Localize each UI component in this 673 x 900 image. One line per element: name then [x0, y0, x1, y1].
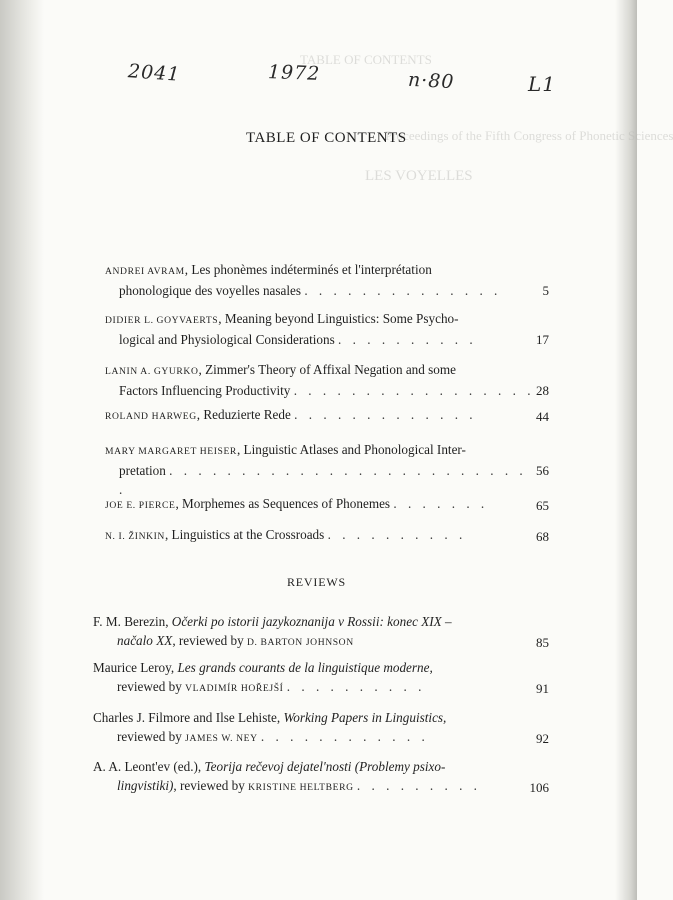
leader-dots: . . . . . . . . . . . . . . . . . [293, 383, 535, 398]
review-author: Maurice Leroy, [93, 660, 178, 675]
review-work: Očerki po istorii jazykoznanija v Rossii: konec XIX – [171, 614, 452, 629]
bleed-through-text: LES VOYELLES [365, 168, 473, 184]
handwritten-note: 1972 [267, 61, 321, 85]
entry-author: N. I. ŽINKIN [105, 531, 165, 542]
toc-entry[interactable]: ROLAND HARWEG, Reduzierte Rede . . . . . . . . . . . . . 44 [105, 407, 549, 424]
entry-title: Linguistic Atlases and Phonological Inter- [243, 442, 466, 457]
leader-dots: . . . . . . . . . . [338, 332, 477, 347]
reviewer-name: JAMES W. NEY [185, 733, 258, 744]
handwritten-note: 2041 [127, 60, 182, 86]
toc-entry[interactable]: ANDREI AVRAM, Les phonèmes indéterminés et l'interprétation phonologique des voyelles nasales . . . . . . . . . . . . . . 5 [105, 262, 549, 298]
entry-title: Les phonèmes indéterminés et l'interprétation [191, 262, 432, 277]
entry-title-cont: logical and Physiological Considerations [119, 332, 335, 347]
leader-dots: . . . . . . . . . . . . . . [304, 283, 502, 298]
entry-title: Meaning beyond Linguistics: Some Psycho- [224, 311, 459, 326]
review-work: Working Papers in Linguistics, [283, 710, 447, 725]
page-title: TABLE OF CONTENTS [246, 130, 407, 146]
handwritten-note: L1 [528, 72, 557, 96]
review-author: Charles J. Filmore and Ilse Lehiste, [93, 710, 284, 725]
page-number: 91 [536, 681, 549, 696]
page-number: 65 [536, 498, 549, 513]
entry-title: Morphemes as Sequences of Phonemes [182, 496, 391, 511]
reviews-heading: REVIEWS [287, 575, 346, 589]
bleed-through-text: Proceedings of the Fifth Congress of Phonetic Sciences [385, 128, 673, 143]
toc-entry[interactable]: JOE E. PIERCE, Morphemes as Sequences of Phonemes . . . . . . . 65 [105, 496, 549, 513]
book-gutter-shadow [0, 0, 44, 900]
page-number: 106 [529, 780, 549, 795]
leader-dots: . . . . . . . . . . . . . . . . . . . . . . . . . . [119, 463, 527, 497]
reviewer-name: D. BARTON JOHNSON [247, 637, 354, 648]
reviewer-name: KRISTINE HELTBERG [248, 782, 354, 793]
review-author: A. A. Leont'ev (ed.), [93, 759, 205, 774]
page-number: 44 [536, 409, 549, 424]
page-number: 92 [536, 731, 549, 746]
entry-author: MARY MARGARET HEISER [105, 446, 237, 457]
page-number: 17 [536, 332, 549, 347]
handwritten-note: n·80 [407, 68, 455, 94]
entry-title-cont: pretation [119, 463, 166, 478]
entry-author: DIDIER L. GOYVAERTS [105, 315, 219, 326]
review-entry[interactable]: F. M. Berezin, Očerki po istorii jazykoznanija v Rossii: konec XIX – načalo XX, reviewed by D. BARTON JOHNSON 85 [93, 614, 549, 650]
leader-dots: . . . . . . . . . . . . [260, 729, 429, 744]
leader-dots: . . . . . . . . . [356, 778, 481, 793]
review-work-cont: lingvistiki) [117, 778, 174, 793]
page-edge-shadow [615, 0, 637, 900]
toc-entry[interactable]: MARY MARGARET HEISER, Linguistic Atlases and Phonological Inter- pretation . . . . . . . . . . . . . . . . . . . . . . . . . . 56 [105, 442, 549, 497]
entry-author: ROLAND HARWEG [105, 411, 197, 422]
review-work: Teorija rečevoj dejatel'nosti (Problemy psixo- [204, 759, 446, 774]
review-author: F. M. Berezin, [93, 614, 172, 629]
review-work-cont: načalo XX [117, 633, 173, 648]
entry-title: Zimmer's Theory of Affixal Negation and some [205, 362, 457, 377]
bleed-through-text: TABLE OF CONTENTS [300, 52, 432, 67]
toc-entry[interactable]: N. I. ŽINKIN, Linguistics at the Crossroads . . . . . . . . . . 68 [105, 527, 549, 544]
page-number: 85 [536, 635, 549, 650]
review-work: Les grands courants de la linguistique moderne, [177, 660, 433, 675]
entry-author: JOE E. PIERCE [105, 500, 176, 511]
review-entry[interactable]: Charles J. Filmore and Ilse Lehiste, Working Papers in Linguistics, reviewed by JAMES W. NEY . . . . . . . . . . . . 92 [93, 710, 549, 746]
entry-author: ANDREI AVRAM [105, 266, 185, 277]
review-entry[interactable]: A. A. Leont'ev (ed.), Teorija rečevoj dejatel'nosti (Problemy psixo- lingvistiki), reviewed by KRISTINE HELTBERG . . . . . . . . . 106 [93, 759, 549, 795]
entry-title: Reduzierte Rede [203, 407, 291, 422]
review-entry[interactable]: Maurice Leroy, Les grands courants de la linguistique moderne, reviewed by VLADIMÍR HOŘEJŠÍ . . . . . . . . . . 91 [93, 660, 549, 696]
page-number: 56 [536, 463, 549, 478]
toc-entry[interactable]: DIDIER L. GOYVAERTS, Meaning beyond Linguistics: Some Psycho- logical and Physiological Considerations . . . . . . . . . . 17 [105, 311, 549, 347]
reviewer-name: VLADIMÍR HOŘEJŠÍ [185, 683, 284, 694]
leader-dots: . . . . . . . [393, 496, 489, 511]
entry-title: Linguistics at the Crossroads [171, 527, 325, 542]
toc-entry[interactable]: LANIN A. GYURKO, Zimmer's Theory of Affixal Negation and some Factors Influencing Productivity . . . . . . . . . . . . . . . . . 28 [105, 362, 549, 398]
leader-dots: . . . . . . . . . . [286, 679, 426, 694]
entry-title-cont: phonologique des voyelles nasales [119, 283, 302, 298]
entry-title-cont: Factors Influencing Productivity [119, 383, 291, 398]
page-number: 68 [536, 529, 549, 544]
leader-dots: . . . . . . . . . . . . . [294, 407, 477, 422]
leader-dots: . . . . . . . . . . [327, 527, 467, 542]
page-number: 5 [542, 283, 549, 298]
entry-author: LANIN A. GYURKO [105, 366, 199, 377]
page-number: 28 [536, 383, 549, 398]
